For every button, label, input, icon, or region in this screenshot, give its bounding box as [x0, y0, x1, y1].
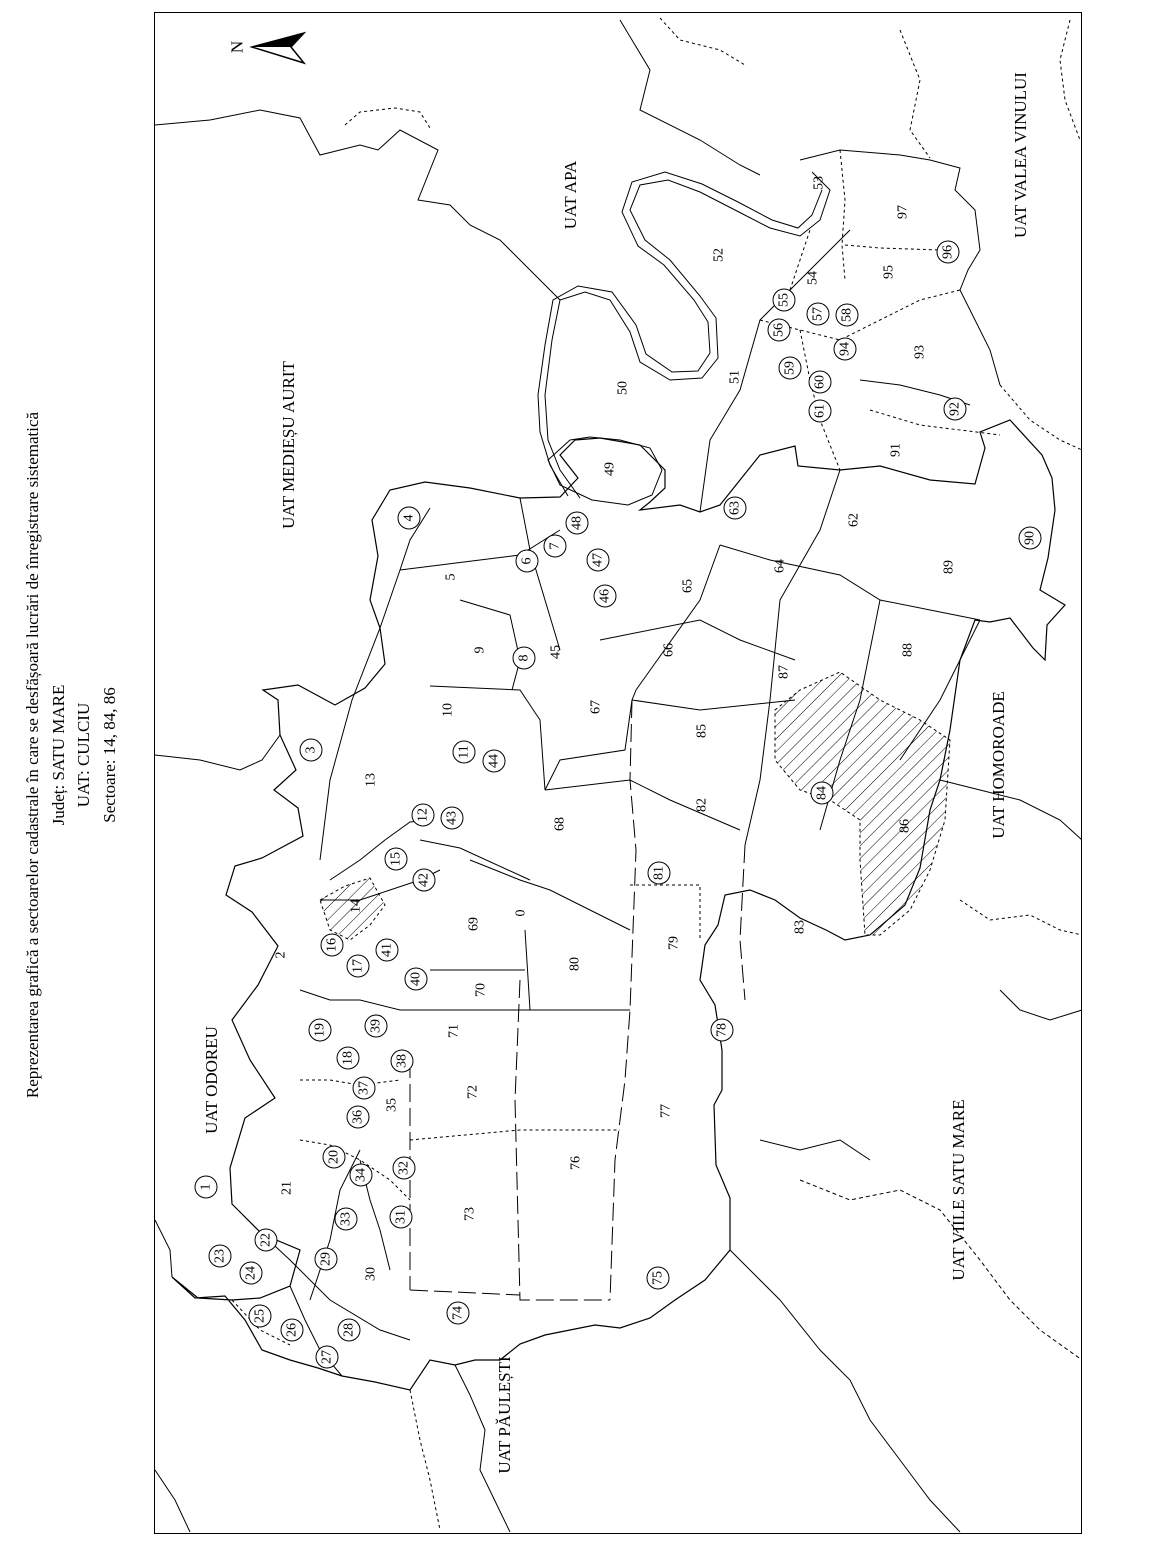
sector-label-53	[812, 176, 827, 190]
map-boundary-line	[845, 245, 940, 250]
sector-label-72	[466, 1085, 481, 1099]
map-boundary-line	[155, 1470, 190, 1532]
sector-label-43	[441, 807, 463, 829]
map-boundary-line	[430, 686, 545, 790]
sector-number: 38	[394, 1054, 410, 1068]
sector-label-7	[544, 535, 566, 557]
sector-label-56	[768, 319, 790, 341]
sector-number: 57	[810, 307, 826, 321]
sector-number: 78	[714, 1023, 730, 1037]
map-boundary-line	[545, 780, 740, 830]
sector-label-77	[659, 1104, 674, 1118]
sector-number: 50	[615, 381, 631, 395]
map-boundary-line	[1060, 20, 1080, 140]
sector-label-1	[195, 1176, 217, 1198]
sector-number: 94	[837, 342, 853, 356]
sector-number: 55	[776, 293, 792, 307]
sector-number: 7	[547, 542, 563, 550]
map-boundary-line	[900, 30, 930, 158]
sector-label-23	[209, 1245, 231, 1267]
map-boundary-line	[760, 1140, 870, 1160]
sector-label-73	[463, 1207, 478, 1221]
sector-number: 59	[782, 361, 798, 375]
sector-number: 23	[212, 1249, 228, 1263]
sector-number: 54	[805, 271, 821, 285]
sector-number: 19	[312, 1023, 328, 1037]
sector-label-67	[589, 700, 604, 714]
sector-number: 95	[881, 265, 897, 279]
map-boundary-line	[700, 230, 850, 512]
sector-number: 40	[408, 972, 424, 986]
sector-label-96	[937, 241, 959, 263]
map-boundary-line	[620, 20, 760, 175]
sector-label-95	[882, 265, 897, 279]
sector-number: 2	[273, 951, 289, 959]
sector-number: 76	[568, 1156, 584, 1170]
sector-label-18	[337, 1047, 359, 1069]
map-boundary-line	[600, 620, 795, 660]
sector-label-54	[806, 271, 821, 285]
map-boundary-line	[730, 1250, 960, 1532]
map-boundary-line	[660, 18, 745, 65]
sector-number: 62	[846, 513, 862, 527]
map-boundary-line	[155, 735, 280, 770]
sector-label-71	[447, 1024, 462, 1038]
sector-label-28	[338, 1319, 360, 1341]
sector-number: 65	[680, 579, 696, 593]
sector-number: 32	[396, 1161, 412, 1175]
sector-number: 44	[486, 754, 502, 768]
sector-number: 87	[776, 665, 792, 679]
sector-label-63	[724, 497, 746, 519]
sector-label-57	[807, 303, 829, 325]
sector-label-8	[513, 647, 535, 669]
sector-number: 33	[338, 1212, 354, 1226]
sector-label-48	[566, 512, 588, 534]
sector-number: 72	[465, 1085, 481, 1099]
sector-label-36	[347, 1106, 369, 1128]
sector-number: 12	[415, 808, 431, 822]
sector-label-6	[516, 550, 538, 572]
neighbor-uat-label: UAT VALEA VINULUI	[1010, 72, 1030, 238]
sector-label-80	[568, 957, 583, 971]
sector-label-4	[398, 507, 420, 529]
sector-number: 69	[466, 917, 482, 931]
map-boundary-line	[155, 1220, 172, 1277]
sector-number: 27	[319, 1350, 335, 1364]
sector-number: 1	[198, 1183, 214, 1191]
sector-label-62	[847, 513, 862, 527]
sector-number: 11	[456, 745, 472, 759]
sector-label-35	[385, 1098, 400, 1112]
sector-label-25	[249, 1305, 271, 1327]
map-boundary-line	[460, 600, 520, 690]
map-boundary-line	[525, 930, 530, 1010]
map-boundary-line	[300, 990, 430, 1010]
sector-number: 52	[711, 248, 727, 262]
sector-label-91	[889, 443, 904, 457]
sector-label-50	[616, 381, 631, 395]
sector-label-21	[280, 1181, 295, 1195]
sector-label-20	[323, 1146, 345, 1168]
map-boundary-line	[800, 150, 1000, 385]
sector-number: 34	[353, 1168, 369, 1182]
sector-label-89	[942, 560, 957, 574]
sector-number: 61	[812, 404, 828, 418]
sector-number: 3	[303, 746, 319, 754]
sector-label-78	[711, 1019, 733, 1041]
sector-number: 39	[368, 1019, 384, 1033]
sector-number: 17	[350, 959, 366, 973]
sector-label-24	[240, 1262, 262, 1284]
sector-label-86	[898, 819, 913, 833]
sector-label-17	[347, 955, 369, 977]
sector-number: 29	[318, 1252, 334, 1266]
map-boundary-line	[345, 108, 430, 128]
sector-number: 93	[912, 345, 928, 359]
map-boundary-line	[410, 1290, 520, 1295]
sector-number: 73	[462, 1207, 478, 1221]
sector-number: 90	[1022, 531, 1038, 545]
sector-label-19	[309, 1019, 331, 1041]
sector-label-3	[300, 739, 322, 761]
sector-label-2	[274, 952, 289, 959]
sector-number: 6	[519, 557, 535, 565]
sector-number: 89	[941, 560, 957, 574]
sector-label-81	[648, 862, 670, 884]
sector-label-88	[901, 643, 916, 657]
sector-label-92	[944, 398, 966, 420]
map-boundary-line	[420, 840, 530, 880]
sector-number: 48	[569, 516, 585, 530]
sector-number: 41	[379, 943, 395, 957]
sector-number: 14	[348, 899, 364, 913]
sector-label-37	[353, 1077, 375, 1099]
neighbor-uat-label: UAT PĂULEȘTI	[494, 1356, 514, 1474]
map-boundary-line	[330, 820, 430, 880]
north-label: N	[227, 40, 247, 54]
sector-label-70	[474, 983, 489, 997]
sector-label-30	[364, 1267, 379, 1281]
sector-number: 70	[473, 983, 489, 997]
neighbor-uat-label: UAT HOMOROADE	[988, 691, 1008, 839]
map-boundary-line	[940, 780, 1082, 840]
sector-number: 68	[552, 817, 568, 831]
sector-number: 10	[440, 703, 456, 717]
sector-label-12	[412, 804, 434, 826]
neighbor-uat-label: UAT MEDIEȘU AURIT	[278, 361, 298, 529]
sector-label-94	[834, 338, 856, 360]
map-boundary-line	[155, 110, 560, 300]
sector-number: 9	[472, 646, 488, 654]
sector-number: 56	[771, 323, 787, 337]
sector-label-90	[1019, 527, 1041, 549]
sector-number: 92	[947, 402, 963, 416]
sector-number: 60	[812, 375, 828, 389]
sector-number: 45	[548, 645, 564, 659]
map-boundary-line	[840, 150, 845, 280]
sector-number: 20	[326, 1150, 342, 1164]
sector-number: 26	[284, 1323, 300, 1337]
sector-label-64	[773, 559, 788, 573]
map-boundary-line	[1000, 990, 1082, 1020]
sector-label-47	[587, 549, 609, 571]
sector-label-39	[365, 1015, 387, 1037]
sector-number: 96	[940, 245, 956, 259]
sector-number: 25	[252, 1309, 268, 1323]
sector-label-58	[836, 304, 858, 326]
map-boundary-line	[515, 980, 610, 1300]
map-boundary-line	[410, 1130, 620, 1140]
sector-label-38	[391, 1050, 413, 1072]
map-boundary-line	[636, 545, 720, 690]
sector-number: 42	[416, 873, 432, 887]
sector-number: 51	[727, 370, 743, 384]
sector-number: 18	[340, 1051, 356, 1065]
sector-number: 22	[258, 1233, 274, 1247]
sector-label-52	[712, 248, 727, 262]
sector-label-59	[779, 357, 801, 379]
sector-label-44	[483, 750, 505, 772]
sector-number: 0	[513, 909, 529, 917]
sector-label-13	[364, 773, 379, 787]
sector-number: 47	[590, 553, 606, 567]
map-boundary-line	[630, 885, 700, 940]
sector-number: 5	[443, 573, 459, 581]
sector-number: 8	[516, 654, 532, 662]
sector-label-41	[376, 939, 398, 961]
sector-label-14	[349, 899, 364, 913]
header-title: Reprezentarea grafică a sectoarelor cadastrale în care se desfășoară lucrări de înregistrare sistematică	[23, 411, 42, 1099]
neighbor-uat-label: UAT VIILE SATU MARE	[948, 1099, 968, 1281]
sector-number: 63	[727, 501, 743, 515]
map-boundary-line	[960, 900, 1082, 935]
sector-number: 75	[650, 1271, 666, 1285]
sector-label-16	[321, 934, 343, 956]
sector-number: 24	[243, 1266, 259, 1280]
sector-label-42	[413, 869, 435, 891]
sector-number: 81	[651, 866, 667, 880]
sector-label-87	[777, 665, 792, 679]
sector-number: 71	[446, 1024, 462, 1038]
sector-label-31	[390, 1206, 412, 1228]
sector-label-75	[647, 1267, 669, 1289]
sector-label-82	[695, 798, 710, 812]
sector-label-40	[405, 968, 427, 990]
sector-number: 35	[384, 1098, 400, 1112]
map-boundary-line	[610, 700, 636, 1300]
sector-number: 21	[279, 1181, 295, 1195]
sector-number: 97	[895, 205, 911, 219]
map-boundary-line	[520, 498, 560, 650]
sector-label-27	[316, 1346, 338, 1368]
sector-number: 64	[772, 559, 788, 573]
map-boundary-line	[1000, 385, 1082, 450]
sector-number: 86	[897, 819, 913, 833]
sector-number: 30	[363, 1267, 379, 1281]
sector-label-74	[447, 1302, 469, 1324]
header-judet: Județ: SATU MARE	[49, 684, 68, 826]
sector-number: 85	[694, 724, 710, 738]
sector-label-11	[453, 741, 475, 763]
sector-number: 91	[888, 443, 904, 457]
sector-number: 37	[356, 1081, 372, 1095]
sector-number: 43	[444, 811, 460, 825]
sector-number: 77	[658, 1104, 674, 1118]
sector-label-45	[549, 645, 564, 659]
sector-label-9	[473, 647, 488, 654]
sector-number: 67	[588, 700, 604, 714]
neighbor-uat-label: UAT APA	[560, 160, 580, 230]
sector-label-68	[553, 817, 568, 831]
sector-label-93	[913, 345, 928, 359]
map-boundary-line	[800, 1180, 1082, 1360]
sector-label-51	[728, 370, 743, 384]
sector-number: 58	[839, 308, 855, 322]
sector-number: 80	[567, 957, 583, 971]
sector-label-10	[441, 703, 456, 717]
sector-number: 13	[363, 773, 379, 787]
sector-number: 28	[341, 1323, 357, 1337]
sector-label-29	[315, 1248, 337, 1270]
sector-label-33	[335, 1208, 357, 1230]
sector-number: 84	[814, 786, 830, 800]
header-uat: UAT: CULCIU	[74, 702, 93, 808]
sector-number: 79	[666, 936, 682, 950]
map-boundary-line	[470, 860, 630, 930]
sector-label-84	[811, 782, 833, 804]
sector-label-5	[444, 574, 459, 581]
sector-label-0	[514, 910, 529, 917]
neighbor-uat-label: UAT ODOREU	[201, 1026, 221, 1134]
sector-label-46	[594, 585, 616, 607]
highlighted-sector-area	[775, 672, 950, 935]
sector-number: 53	[811, 176, 827, 190]
sector-label-83	[793, 920, 808, 934]
sector-number: 16	[324, 938, 340, 952]
sector-label-60	[809, 371, 831, 393]
sector-number: 46	[597, 589, 613, 603]
map-boundary-line	[320, 508, 430, 860]
sector-label-76	[569, 1156, 584, 1170]
sector-number: 36	[350, 1110, 366, 1124]
sector-number: 4	[401, 514, 417, 522]
sector-label-66	[662, 643, 677, 657]
sector-number: 82	[694, 798, 710, 812]
sector-label-26	[281, 1319, 303, 1341]
sector-number: 15	[388, 852, 404, 866]
sector-label-34	[350, 1164, 372, 1186]
sector-number: 74	[450, 1306, 466, 1320]
sector-label-69	[467, 917, 482, 931]
sector-label-49	[603, 462, 618, 476]
map-boundary-line	[720, 545, 980, 620]
sector-label-65	[681, 579, 696, 593]
sector-number: 49	[602, 462, 618, 476]
sector-number: 83	[792, 920, 808, 934]
north-arrow-icon	[252, 33, 304, 63]
map-boundary-line	[172, 420, 1065, 1390]
map-boundary-line	[410, 1390, 440, 1530]
map-boundary-line	[632, 700, 795, 710]
sector-number: 88	[900, 643, 916, 657]
sector-number: 66	[661, 643, 677, 657]
sector-label-32	[393, 1157, 415, 1179]
sector-label-15	[385, 848, 407, 870]
sector-label-22	[255, 1229, 277, 1251]
sector-label-61	[809, 400, 831, 422]
sector-label-85	[695, 724, 710, 738]
map-boundary-line	[300, 1080, 400, 1085]
header-sectoare: Sectoare: 14, 84, 86	[100, 687, 119, 823]
sector-number: 31	[393, 1210, 409, 1224]
map-boundary-line	[740, 845, 745, 1000]
sector-label-79	[667, 936, 682, 950]
sector-label-97	[896, 205, 911, 219]
sector-label-55	[773, 289, 795, 311]
